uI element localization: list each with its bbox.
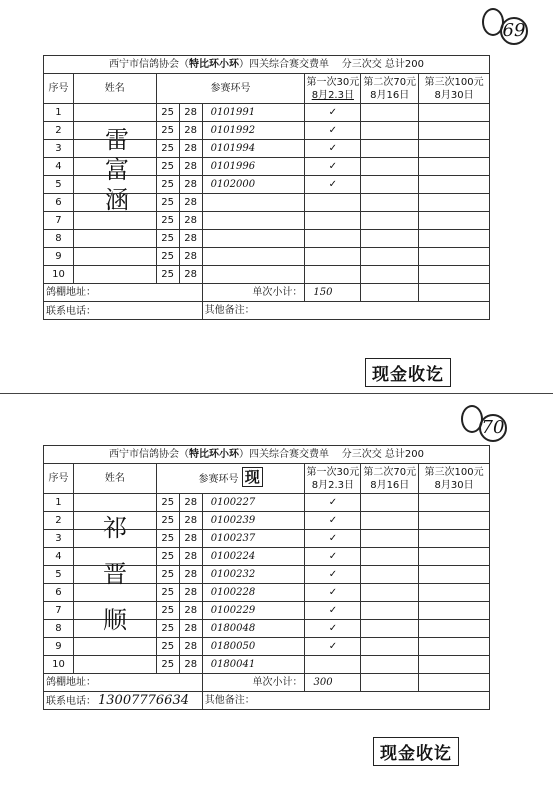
first-payment-check <box>305 194 361 212</box>
form-title: 西宁市信鸽协会（特比环小环）四关综合赛交费单 分三次交 总计200 <box>44 446 490 464</box>
subtotal-label: 单次小计： <box>202 674 305 692</box>
phone-label: 联系电话： 13007776634 <box>44 692 203 710</box>
second-payment <box>361 122 419 140</box>
ring-prefix-b: 28 <box>179 140 202 158</box>
ring-prefix-b: 28 <box>179 266 202 284</box>
ring-number: 0180050 <box>202 638 305 656</box>
ring-number: 0180048 <box>202 620 305 638</box>
second-payment <box>361 194 419 212</box>
first-payment-check: ✓ <box>305 122 361 140</box>
first-payment-check: ✓ <box>305 638 361 656</box>
header-first: 第一次30元 8月2.3日 <box>305 464 361 494</box>
second-payment <box>361 176 419 194</box>
form-title: 西宁市信鸽协会（特比环小环）四关综合赛交费单 分三次交 总计200 <box>44 56 490 74</box>
first-payment-check <box>305 230 361 248</box>
handwritten-name: 雷 富 涵 <box>105 126 129 214</box>
ring-prefix-a: 25 <box>156 530 179 548</box>
row-no: 2 <box>44 122 74 140</box>
third-payment <box>419 266 490 284</box>
second-payment <box>361 620 419 638</box>
second-payment <box>361 548 419 566</box>
ring-prefix-a: 25 <box>156 230 179 248</box>
third-payment <box>419 194 490 212</box>
third-payment <box>419 602 490 620</box>
ring-prefix-b: 28 <box>179 548 202 566</box>
row-no: 3 <box>44 530 74 548</box>
ring-prefix-a: 25 <box>156 122 179 140</box>
ring-prefix-a: 25 <box>156 638 179 656</box>
page-number <box>486 8 528 45</box>
ring-number <box>202 194 305 212</box>
second-payment <box>361 656 419 674</box>
table-row <box>44 248 490 266</box>
ring-number: 0100232 <box>202 566 305 584</box>
header-second: 第二次70元 8月16日 <box>361 464 419 494</box>
third-payment <box>419 512 490 530</box>
third-payment <box>419 566 490 584</box>
ring-prefix-a: 25 <box>156 266 179 284</box>
first-payment-check: ✓ <box>305 158 361 176</box>
cash-mark: 现 <box>242 467 263 487</box>
first-payment-check: ✓ <box>305 620 361 638</box>
row-no: 7 <box>44 212 74 230</box>
remark-label: 其他备注： <box>202 692 489 710</box>
header-third: 第三次100元 8月30日 <box>419 464 490 494</box>
row-no: 3 <box>44 140 74 158</box>
ring-prefix-a: 25 <box>156 140 179 158</box>
ring-number: 0101994 <box>202 140 305 158</box>
first-payment-check: ✓ <box>305 548 361 566</box>
row-no: 6 <box>44 194 74 212</box>
header-name: 姓名 <box>73 74 156 104</box>
ring-number: 0101992 <box>202 122 305 140</box>
table-row <box>44 230 490 248</box>
ring-number: 0100229 <box>202 602 305 620</box>
third-payment <box>419 656 490 674</box>
ring-prefix-a: 25 <box>156 512 179 530</box>
subtotal-value: 150 <box>305 284 361 302</box>
header-second: 第二次70元 8月16日 <box>361 74 419 104</box>
ring-number <box>202 212 305 230</box>
row-no: 9 <box>44 248 74 266</box>
row-no: 5 <box>44 176 74 194</box>
row-no: 9 <box>44 638 74 656</box>
third-payment <box>419 638 490 656</box>
address-label: 鸽棚地址： <box>44 284 203 302</box>
third-payment <box>419 176 490 194</box>
second-payment <box>361 494 419 512</box>
first-payment-check <box>305 248 361 266</box>
ring-number: 0180041 <box>202 656 305 674</box>
third-payment <box>419 212 490 230</box>
ring-prefix-b: 28 <box>179 494 202 512</box>
header-no: 序号 <box>44 464 74 494</box>
ring-prefix-a: 25 <box>156 602 179 620</box>
row-no: 1 <box>44 494 74 512</box>
second-payment <box>361 512 419 530</box>
header-no: 序号 <box>44 74 74 104</box>
second-payment <box>361 248 419 266</box>
third-payment <box>419 530 490 548</box>
first-payment-check <box>305 656 361 674</box>
ring-prefix-b: 28 <box>179 638 202 656</box>
second-payment <box>361 530 419 548</box>
ring-prefix-a: 25 <box>156 212 179 230</box>
ring-number: 0100239 <box>202 512 305 530</box>
ring-prefix-b: 28 <box>179 530 202 548</box>
row-name <box>73 104 156 122</box>
header-first: 第一次30元 8月2.3日 <box>305 74 361 104</box>
ring-prefix-b: 28 <box>179 230 202 248</box>
ring-prefix-a: 25 <box>156 176 179 194</box>
third-payment <box>419 230 490 248</box>
phone-value: 13007776634 <box>98 692 189 708</box>
first-payment-check: ✓ <box>305 140 361 158</box>
ring-prefix-a: 25 <box>156 620 179 638</box>
second-payment <box>361 140 419 158</box>
third-payment <box>419 248 490 266</box>
address-label: 鸽棚地址： <box>44 674 203 692</box>
second-payment <box>361 602 419 620</box>
ring-number <box>202 266 305 284</box>
header-name: 姓名 <box>73 464 156 494</box>
first-payment-check: ✓ <box>305 104 361 122</box>
ring-prefix-a: 25 <box>156 194 179 212</box>
ring-prefix-a: 25 <box>156 494 179 512</box>
third-payment <box>419 620 490 638</box>
ring-prefix-b: 28 <box>179 104 202 122</box>
ring-prefix-b: 28 <box>179 176 202 194</box>
second-payment <box>361 638 419 656</box>
third-payment <box>419 494 490 512</box>
ring-prefix-b: 28 <box>179 194 202 212</box>
second-payment <box>361 104 419 122</box>
table-row <box>44 266 490 284</box>
row-name <box>73 248 156 266</box>
first-payment-check: ✓ <box>305 530 361 548</box>
ring-prefix-b: 28 <box>179 620 202 638</box>
ring-prefix-b: 28 <box>179 656 202 674</box>
ring-number: 0100224 <box>202 548 305 566</box>
ring-prefix-b: 28 <box>179 158 202 176</box>
second-payment <box>361 230 419 248</box>
page-number-value: 70 <box>479 414 507 442</box>
table-row <box>44 104 490 122</box>
first-payment-check: ✓ <box>305 512 361 530</box>
ring-number <box>202 230 305 248</box>
header-third: 第三次100元 8月30日 <box>419 74 490 104</box>
row-no: 1 <box>44 104 74 122</box>
third-payment <box>419 140 490 158</box>
row-name <box>73 230 156 248</box>
page-number-value: 69 <box>500 17 528 45</box>
first-payment-check: ✓ <box>305 584 361 602</box>
ring-number: 0100237 <box>202 530 305 548</box>
ring-number <box>202 248 305 266</box>
ring-prefix-a: 25 <box>156 158 179 176</box>
page-number <box>465 405 507 442</box>
handwritten-name: 祁 晋 顺 <box>103 514 127 634</box>
cash-received-stamp: 现金收讫 <box>365 358 451 387</box>
subtotal-label: 单次小计： <box>202 284 305 302</box>
ring-prefix-b: 28 <box>179 212 202 230</box>
row-no: 4 <box>44 548 74 566</box>
row-no: 6 <box>44 584 74 602</box>
ring-prefix-a: 25 <box>156 548 179 566</box>
second-payment <box>361 158 419 176</box>
second-payment <box>361 212 419 230</box>
row-name <box>73 656 156 674</box>
ring-prefix-b: 28 <box>179 584 202 602</box>
ring-prefix-a: 25 <box>156 104 179 122</box>
row-no: 2 <box>44 512 74 530</box>
remark-label: 其他备注： <box>202 302 489 320</box>
header-ring: 参赛环号 <box>156 74 305 104</box>
ring-number: 0100227 <box>202 494 305 512</box>
ring-number: 0101991 <box>202 104 305 122</box>
third-payment <box>419 104 490 122</box>
ring-number: 0100228 <box>202 584 305 602</box>
row-no: 4 <box>44 158 74 176</box>
third-payment <box>419 548 490 566</box>
cash-received-stamp: 现金收讫 <box>373 737 459 766</box>
ring-prefix-b: 28 <box>179 122 202 140</box>
ring-number: 0101996 <box>202 158 305 176</box>
second-payment <box>361 266 419 284</box>
first-payment-check: ✓ <box>305 494 361 512</box>
ring-prefix-b: 28 <box>179 512 202 530</box>
row-no: 10 <box>44 266 74 284</box>
first-payment-check: ✓ <box>305 176 361 194</box>
row-no: 8 <box>44 230 74 248</box>
row-no: 10 <box>44 656 74 674</box>
third-payment <box>419 584 490 602</box>
ring-prefix-a: 25 <box>156 566 179 584</box>
first-payment-check: ✓ <box>305 602 361 620</box>
header-ring: 参赛环号 现 <box>156 464 305 494</box>
ring-prefix-a: 25 <box>156 248 179 266</box>
third-payment <box>419 122 490 140</box>
ring-number: 0102000 <box>202 176 305 194</box>
row-no: 7 <box>44 602 74 620</box>
subtotal-value: 300 <box>305 674 361 692</box>
row-no: 5 <box>44 566 74 584</box>
table-row <box>44 656 490 674</box>
ring-prefix-a: 25 <box>156 656 179 674</box>
first-payment-check <box>305 212 361 230</box>
phone-label: 联系电话： <box>44 302 203 320</box>
third-payment <box>419 158 490 176</box>
ring-prefix-b: 28 <box>179 248 202 266</box>
first-payment-check: ✓ <box>305 566 361 584</box>
first-payment-check <box>305 266 361 284</box>
second-payment <box>361 584 419 602</box>
row-no: 8 <box>44 620 74 638</box>
ring-prefix-a: 25 <box>156 584 179 602</box>
row-name <box>73 266 156 284</box>
fee-sheet-2 <box>0 395 553 786</box>
second-payment <box>361 566 419 584</box>
ring-prefix-b: 28 <box>179 566 202 584</box>
ring-prefix-b: 28 <box>179 602 202 620</box>
